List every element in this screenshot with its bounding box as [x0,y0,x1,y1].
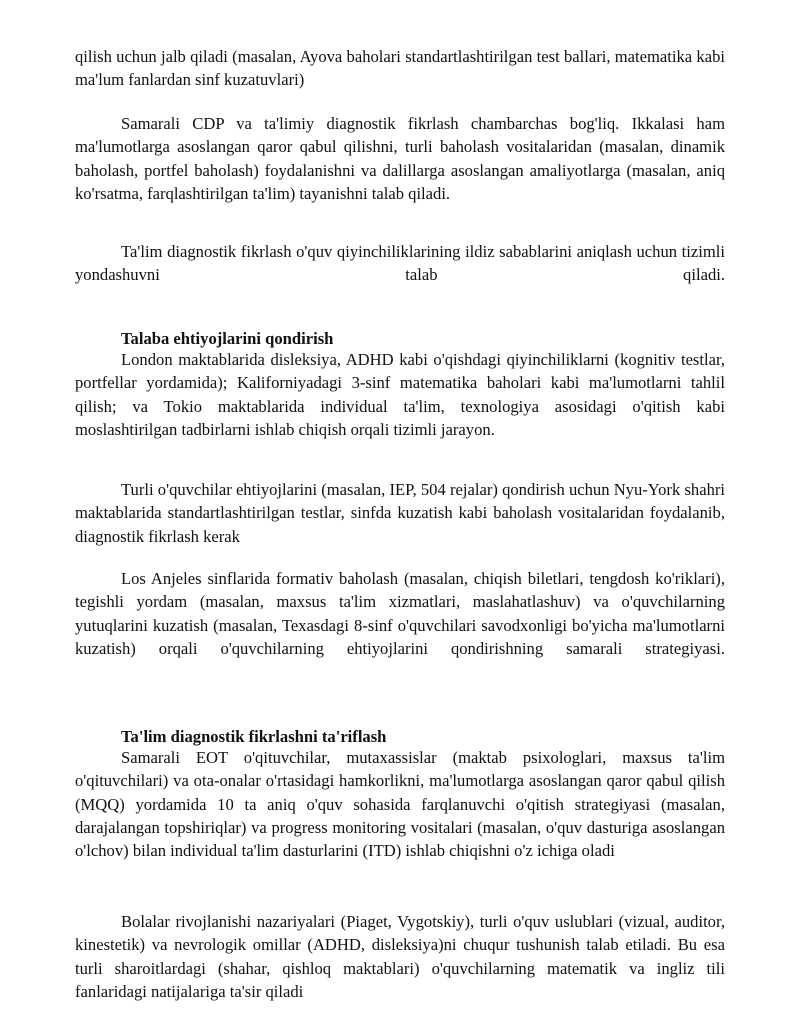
paragraph-effective-eot: Samarali EOT o'qituvchilar, mutaxassislar (maktab psixologlari, maxsus ta'lim o'qituvchilari) va ota-onalar o'rtasidagi hamkorlikni, ma'lumotlarga asoslangan qaror qabul qilish (MQQ) yordamida 10 ta aniq o'quv sohasida farqlanuvchi o'qitish strategiyasi (masalan, darajalangan topshiriqlar) va progress monitoring vositalari (masalan, o'quv dasturiga asoslangan o'lchov) bilan individual ta'lim dasturlarini (ITD) ishlab chiqishni o'z ichiga oladi [75,748,725,861]
paragraph-child-development: Bolalar rivojlanishi nazariyalari (Piaget, Vygotskiy), turli o'quv uslublari (vizual, auditor, kinestetik) va nevrologik omillar (ADHD, disleksiya)ni chuqur tushunish talab etiladi. Bu esa turli sharoitlardagi (shahar, qishloq maktablari) o'quvchilarning matematik va ingliz tili fanlaridagi natijalariga ta'sir qiladi [75,912,725,1001]
section-heading-definition: Ta'lim diagnostik fikrlashni ta'riflash [121,727,387,746]
paragraph-new-york-schools: Turli o'quvchilar ehtiyojlarini (masalan, IEP, 504 rejalar) qondirish uchun Nyu-York shahri maktablarida standartlashtirilgan testlar, sinfda kuzatish kabi baholash vositalaridan foydalanib, diagnostik fikrlash kerak [75,480,725,546]
section-heading-student-needs: Talaba ehtiyojlarini qondirish [121,329,334,348]
paragraph-los-angeles: Los Anjeles sinflarida formativ baholash (masalan, chiqish biletlari, tengdosh ko'riklari), tegishli yordam (masalan, maxsus ta'lim xizmatlari, maslahatlashuv) va o'quvchilarning yutuqlarini kuzatish (masalan, Texasdagi 8-sinf o'quvchilari savodxonligi bo'yicha ma'lumotlarni kuzatish) orqali o'quvchilarning ehtiyojlarini qondirishning samarali strategiyasi. [75,569,725,658]
paragraph-systematic-approach: Ta'lim diagnostik fikrlash o'quv qiyinchiliklarining ildiz sabablarini aniqlash uchun tizimli yondashuvni talab qiladi. [75,242,725,285]
paragraph-continuation: qilish uchun jalb qiladi (masalan, Ayova baholari standartlashtirilgan test ballari, matematika kabi ma'lum fanlardan sinf kuzatuvlari) [75,47,725,90]
paragraph-london-schools: London maktablarida disleksiya, ADHD kabi o'qishdagi qiyinchiliklarni (kognitiv testlar, portfellar yordamida); Kaliforniyadagi 3-sinf matematika baholari kabi ma'lumotlarni tahlil qilish; va Tokio maktablarida individual ta'lim, texnologiya asosidagi o'qitish kabi moslashtirilgan tadbirlarni ishlab chiqish orqali tizimli jarayon. [75,350,725,439]
paragraph-cdp-diagnostic: Samarali CDP va ta'limiy diagnostik fikrlash chambarchas bog'liq. Ikkalasi ham ma'lumotlarga asoslangan qaror qabul qilishni, turli baholash vositalaridan (masalan, dinamik baholash, portfel baholash) foydalanishni va dalillarga asoslangan amaliyotlarga (masalan, aniq ko'rsatma, farqlashtirilgan ta'lim) tayanishni talab qiladi. [75,114,725,203]
